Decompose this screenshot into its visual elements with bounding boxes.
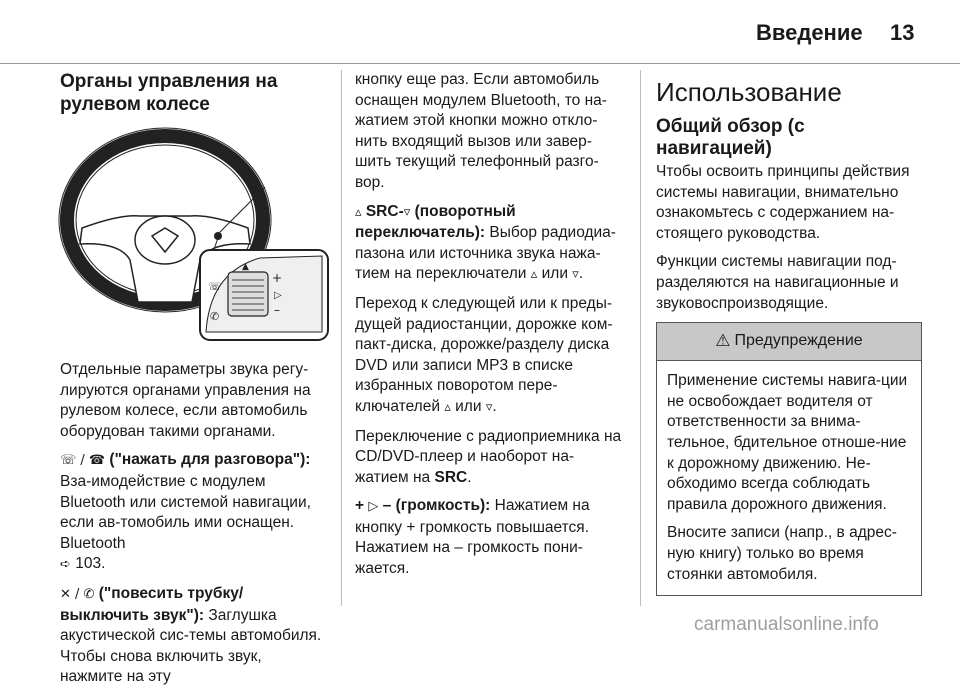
src-description: ▵ SRC-▿ (поворотный переключатель): Выбор радиодиа-пазона или источника звука нажа-тием на переключатели ▵ или ▿. [355, 202, 616, 283]
src-label-rest: (поворотный переключатель): [355, 202, 516, 242]
svg-text:▷: ▷ [274, 290, 282, 301]
talk-button-description [60, 450, 326, 576]
volume-text-2: громкость пони-жается. [355, 539, 583, 578]
steering-wheel-diagram [60, 132, 330, 342]
volume-text: Нажатием на кнопку + громкость повышается. Нажатием на [355, 497, 590, 557]
src-down-arrow-icon: ▿ [403, 204, 411, 220]
overview-paragraph-2: Функции системы навигации под-разделяются на навигационные и звуковоспроизводящие. [656, 253, 899, 312]
warning-header [657, 323, 921, 361]
switch-up-icon: ▵ [444, 399, 451, 415]
station-switch-text: Переход к следующей или к преды-дущей радиостанции, дорожке ком-пакт-диска, дорожке/разделу диска DVD или записи MP3 в списке избранных поворотом пере-ключателей [355, 294, 613, 415]
src-inline-label: SRC [434, 468, 468, 486]
section-heading-steering-controls: Органы управления на рулевом колесе [60, 71, 278, 115]
header-rule [0, 63, 960, 64]
volume-minus: – [449, 539, 468, 557]
src-down-icon-inline: ▿ [572, 267, 579, 283]
overview-paragraph-1: Чтобы освоить принципы действия системы навигации, внимательно ознакомьтесь с содержанием на-стоящего руководства. [656, 163, 910, 242]
steering-wheel-illustration [60, 132, 330, 342]
column-right [656, 70, 920, 596]
bluetooth-page-ref: 103. [70, 555, 106, 573]
svg-text:✆: ✆ [210, 310, 220, 323]
talk-icon: ☏ / ☎ [60, 453, 106, 469]
next-track-icon: ▷ [368, 499, 379, 515]
svg-text:–: – [274, 303, 280, 317]
talk-button-text: Вза-имодействие с модулем Bluetooth или системой навигации, если ав-томобиль ими оснащен. Bluetooth [60, 472, 311, 552]
intro-paragraph: Отдельные параметры звука регу-лируются органами управления на рулевом колесе, если автомобиль оборудован такими органами. [60, 361, 311, 440]
source-toggle-text: Переключение с радиоприемника на CD/DVD-плеер и наоборот на-жатием на [355, 427, 622, 486]
volume-plus-label: + [355, 497, 365, 515]
warning-triangle-icon: ⚠ [715, 331, 731, 352]
src-up-arrow-icon: ▵ [355, 204, 362, 220]
volume-description [355, 496, 625, 579]
hangup-button-description [60, 584, 326, 688]
warning-title: Предупреждение [734, 332, 863, 350]
column-middle [355, 70, 625, 588]
warning-paragraph-1: Применение системы навига-ции не освобождает водителя от ответственности за внима-тельное, бдительное отноше-ние к дорожному движению. Не-обходимо всегда соблюдать правила дорожного движения. [667, 372, 908, 513]
hangup-mute-icon: ✕ / ✆ [60, 586, 95, 602]
source-toggle-paragraph: Переключение с радиоприемника на CD/DVD-плеер и наоборот на-жатием на SRC. [355, 427, 622, 486]
column-divider-1 [341, 70, 342, 606]
warning-box [656, 322, 922, 596]
station-switch-paragraph: Переход к следующей или к преды-дущей радиостанции, дорожке ком-пакт-диска, дорожке/разделу диска DVD или записи MP3 в списке избранных поворотом пере-ключателей ▵ или ▿. [355, 294, 613, 415]
svg-text:☏: ☏ [208, 280, 222, 293]
usage-title: Использование [656, 77, 842, 107]
switch-down-icon: ▿ [485, 399, 493, 415]
svg-text:▲: ▲ [242, 262, 249, 272]
switch-or: или [450, 397, 486, 415]
watermark-text: carmanualsonline.info [694, 614, 879, 635]
overview-subtitle: Общий обзор (с навигацией) [656, 116, 805, 159]
page-reference-icon: ➪ [60, 557, 71, 573]
hangup-button-label: ("повесить трубку/выключить звук"): [60, 584, 244, 624]
src-or: или [537, 265, 573, 283]
warning-paragraph-2: Вносите записи (напр., в адрес-ную книгу) только во время стоянки автомобиля. [667, 524, 897, 583]
hangup-button-text: Заглушка акустической сис-темы автомобиля. Чтобы снова включить звук, нажмите на эту [60, 606, 322, 686]
warning-body [657, 361, 921, 595]
column-divider-2 [640, 70, 641, 606]
page-number: 13 [890, 20, 915, 45]
column-left [60, 70, 326, 696]
page-section-title: Введение [756, 20, 863, 45]
src-text: Выбор радиодиа-пазона или источника звука нажа-тием на переключатели [355, 224, 616, 283]
src-label: SRC [365, 202, 399, 220]
src-up-icon-inline: ▵ [530, 267, 538, 283]
svg-text:+: + [272, 271, 283, 285]
talk-button-label: ("нажать для разговора"): [109, 451, 311, 469]
volume-label: – (громкость): [378, 497, 491, 515]
hangup-continued: кнопку еще раз. Если автомобиль оснащен модулем Bluetooth, то на-жатием этой кнопки можно откло-нить входящий вызов или завер-шить текущий телефонный разго-вор. [355, 71, 607, 191]
